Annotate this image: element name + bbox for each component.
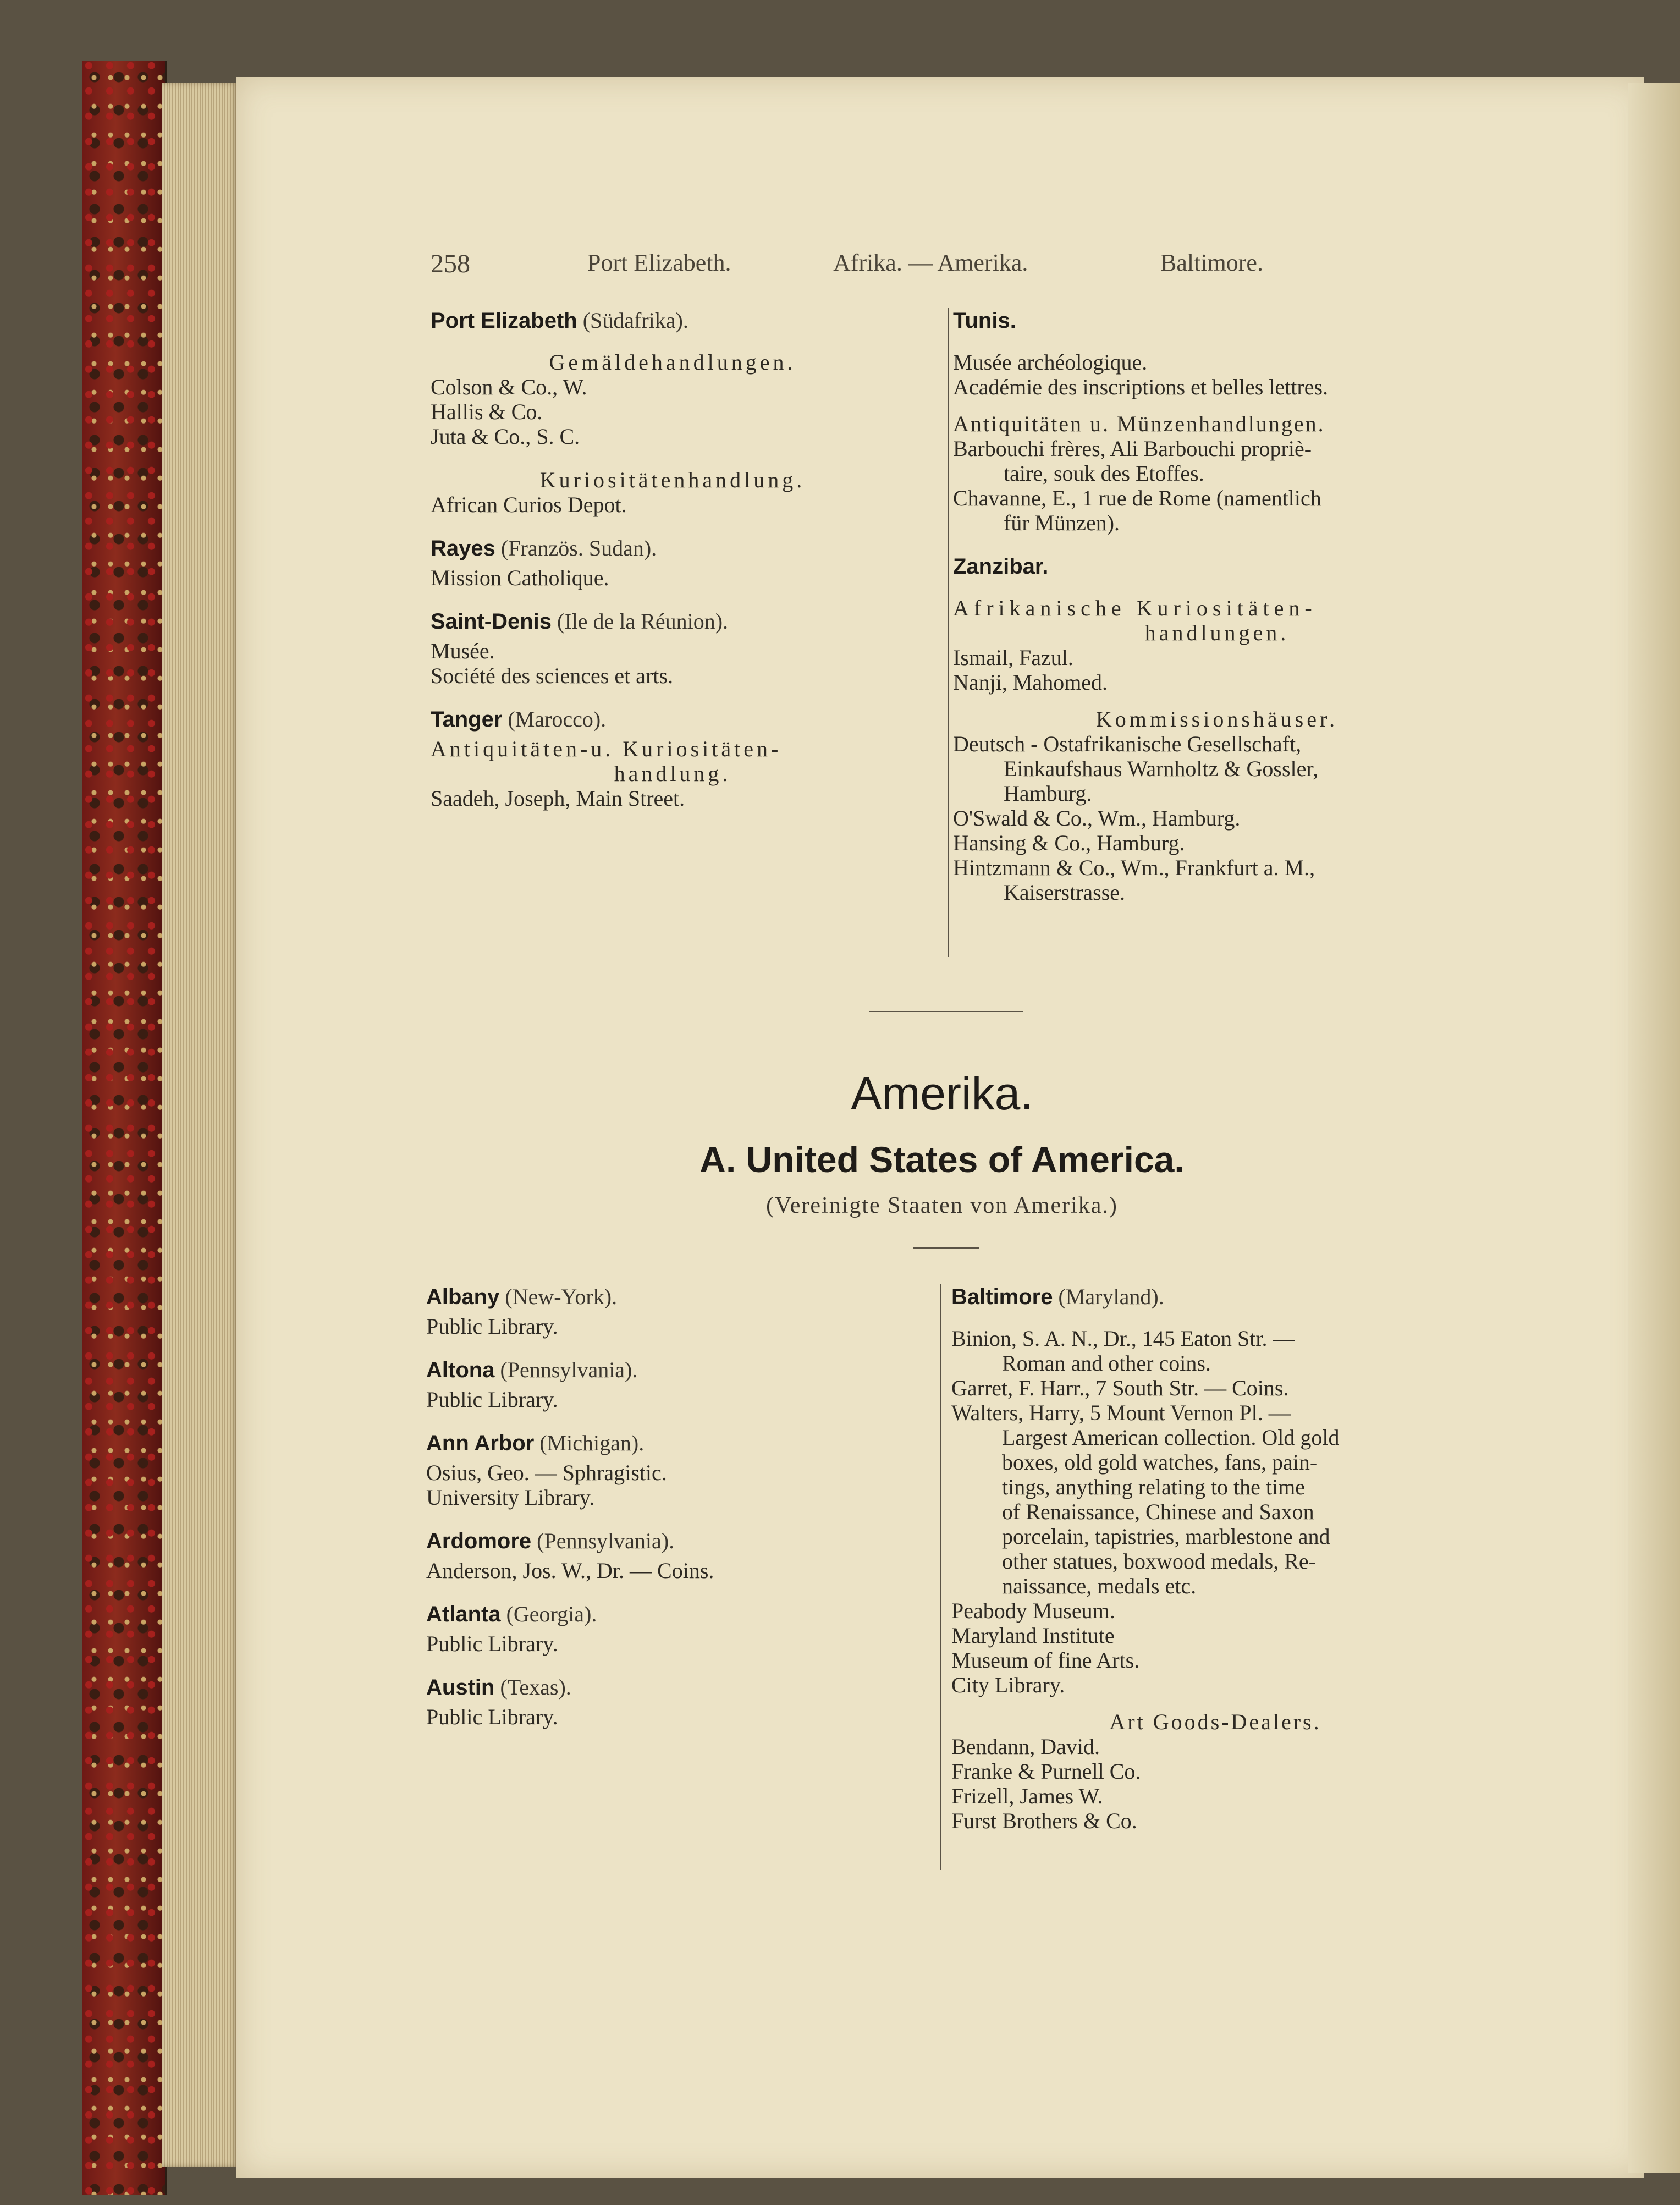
list-item: Hansing & Co., Hamburg. xyxy=(953,831,1185,855)
section-separator xyxy=(869,1011,1023,1012)
list-item: Peabody Museum. xyxy=(951,1598,1115,1623)
list-item: Public Library. xyxy=(426,1387,558,1412)
place-name: Zanzibar. xyxy=(953,554,1049,579)
list-item: Hintzmann & Co., Wm., Frankfurt a. M., xyxy=(953,855,1315,880)
subheading: Art Goods-Dealers. xyxy=(1109,1709,1321,1734)
subheading-continued: handlung. xyxy=(614,761,731,786)
list-item-continued: porcelain, tapistries, marblestone and xyxy=(1002,1524,1330,1549)
place-region: (Pennsylvania). xyxy=(500,1357,638,1382)
place-name: Albany xyxy=(426,1285,500,1309)
list-item: Public Library. xyxy=(426,1704,558,1729)
subheading: Antiquitäten-u. Kuriositäten- xyxy=(431,736,782,761)
subheading: Afrikanische Kuriositäten- xyxy=(953,596,1317,620)
list-item-continued: Einkaufshaus Warnholtz & Gossler, xyxy=(1004,756,1319,781)
list-item: Public Library. xyxy=(426,1631,558,1656)
list-item: Osius, Geo. — Sphragistic. xyxy=(426,1460,667,1485)
place-name: Atlanta xyxy=(426,1602,501,1626)
list-item: Mission Catholique. xyxy=(431,565,609,590)
entry-heading-tanger xyxy=(431,707,915,732)
list-item-continued: Kaiserstrasse. xyxy=(1004,880,1126,905)
place-name: Port Elizabeth xyxy=(431,309,577,333)
column-divider xyxy=(940,1284,941,1870)
list-item: Walters, Harry, 5 Mount Vernon Pl. — xyxy=(951,1400,1291,1425)
entry-heading-port-elizabeth xyxy=(431,308,915,333)
list-item-continued: boxes, old gold watches, fans, pain- xyxy=(1002,1450,1318,1475)
list-item-continued: taire, souk des Etoffes. xyxy=(1004,461,1204,486)
place-region: (Marocco). xyxy=(508,707,607,732)
entry-heading-austin xyxy=(426,1675,910,1700)
subheading-continued: handlungen. xyxy=(1144,620,1290,645)
place-name: Austin xyxy=(426,1675,495,1700)
list-item: Colson & Co., W. xyxy=(431,375,587,399)
entry-heading-saint-denis xyxy=(431,609,915,634)
subheading: Antiquitäten u. Münzenhandlungen. xyxy=(953,411,1325,436)
entry-heading-baltimore xyxy=(951,1284,1479,1310)
entry-heading-tunis xyxy=(953,308,1481,333)
page-stack xyxy=(162,83,239,2167)
list-item: Académie des inscriptions et belles lettres. xyxy=(953,375,1329,399)
entry-heading-rayes xyxy=(431,536,915,561)
place-region: (Texas). xyxy=(500,1675,571,1700)
header-left: Port Elizabeth. xyxy=(587,249,731,276)
section-note: (Vereinigte Staaten von Amerika.) xyxy=(766,1193,1118,1218)
entry-heading-zanzibar xyxy=(953,554,1481,579)
place-region: (Georgia). xyxy=(506,1602,597,1626)
list-item: Ismail, Fazul. xyxy=(953,645,1073,670)
place-name: Tanger xyxy=(431,707,503,732)
list-item-continued: naissance, medals etc. xyxy=(1002,1574,1197,1598)
list-item: Furst Brothers & Co. xyxy=(951,1808,1137,1833)
list-item: Chavanne, E., 1 rue de Rome (namentlich xyxy=(953,486,1321,510)
subheading: Kuriositätenhandlung. xyxy=(539,468,806,492)
list-item-continued: für Münzen). xyxy=(1004,510,1120,535)
right-column-africa xyxy=(953,308,1481,905)
list-item: Barbouchi frères, Ali Barbouchi propriè- xyxy=(953,436,1312,461)
list-item: African Curios Depot. xyxy=(431,492,627,517)
list-item: Bendann, David. xyxy=(951,1734,1100,1759)
place-region: (Französ. Sudan). xyxy=(500,536,657,560)
entry-heading-altona xyxy=(426,1357,910,1383)
list-item: University Library. xyxy=(426,1485,595,1510)
subheading: Kommissionshäuser. xyxy=(1095,707,1339,732)
place-name: Saint-Denis xyxy=(431,609,552,634)
list-item: Société des sciences et arts. xyxy=(431,663,673,688)
place-name: Baltimore xyxy=(951,1285,1053,1309)
header-right: Baltimore. xyxy=(1160,249,1263,276)
list-item-continued: Roman and other coins. xyxy=(1002,1351,1211,1376)
list-item: Binion, S. A. N., Dr., 145 Eaton Str. — xyxy=(951,1326,1295,1351)
section-separator-small xyxy=(913,1247,979,1249)
right-column-usa xyxy=(951,1284,1479,1833)
page-number: 258 xyxy=(431,249,470,278)
subheading: Gemäldehandlungen. xyxy=(549,350,796,375)
place-name: Ann Arbor xyxy=(426,1431,535,1455)
list-item: O'Swald & Co., Wm., Hamburg. xyxy=(953,806,1241,831)
place-region: (Pennsylvania). xyxy=(537,1528,675,1553)
list-item: Juta & Co., S. C. xyxy=(431,424,580,449)
list-item: Franke & Purnell Co. xyxy=(951,1759,1141,1784)
list-item: Nanji, Mahomed. xyxy=(953,670,1108,695)
place-region: (Südafrika). xyxy=(582,308,688,333)
list-item: Musée archéologique. xyxy=(953,350,1148,375)
list-item: City Library. xyxy=(951,1673,1065,1697)
list-item: Frizell, James W. xyxy=(951,1784,1103,1808)
place-name: Ardomore xyxy=(426,1529,532,1553)
entry-heading-ann-arbor xyxy=(426,1431,910,1456)
header-center: Afrika. — Amerika. xyxy=(833,249,1028,276)
left-column-africa xyxy=(431,308,915,811)
list-item: Museum of fine Arts. xyxy=(951,1648,1140,1673)
book-binding xyxy=(82,61,167,2195)
list-item-continued: other statues, boxwood medals, Re- xyxy=(1002,1549,1316,1574)
list-item: Garret, F. Harr., 7 South Str. — Coins. xyxy=(951,1376,1289,1400)
place-name: Altona xyxy=(426,1358,495,1382)
list-item: Public Library. xyxy=(426,1314,558,1339)
entry-heading-albany xyxy=(426,1284,910,1310)
list-item-continued: Largest American collection. Old gold xyxy=(1002,1425,1340,1450)
list-item: Deutsch - Ostafrikanische Gesellschaft, xyxy=(953,732,1302,756)
place-name: Tunis. xyxy=(953,309,1016,333)
place-region: (Maryland). xyxy=(1058,1284,1164,1309)
list-item: Saadeh, Joseph, Main Street. xyxy=(431,786,685,811)
place-region: (Michigan). xyxy=(539,1431,645,1455)
facing-page-edge xyxy=(1628,83,1680,2173)
column-divider xyxy=(948,308,949,957)
left-column-usa xyxy=(426,1284,910,1729)
section-title: Amerika. xyxy=(851,1068,1033,1119)
list-item: Hallis & Co. xyxy=(431,399,543,424)
entry-heading-ardomore xyxy=(426,1528,910,1554)
section-subtitle: A. United States of America. xyxy=(699,1139,1185,1180)
list-item: Anderson, Jos. W., Dr. — Coins. xyxy=(426,1558,714,1583)
entry-heading-atlanta xyxy=(426,1602,910,1627)
place-region: (Ile de la Réunion). xyxy=(557,609,729,634)
list-item-continued: Hamburg. xyxy=(1004,781,1092,806)
place-region: (New-York). xyxy=(505,1284,618,1309)
list-item-continued: tings, anything relating to the time xyxy=(1002,1475,1306,1499)
list-item: Musée. xyxy=(431,639,495,663)
list-item: Maryland Institute xyxy=(951,1623,1115,1648)
list-item-continued: of Renaissance, Chinese and Saxon xyxy=(1002,1499,1314,1524)
place-name: Rayes xyxy=(431,536,495,560)
